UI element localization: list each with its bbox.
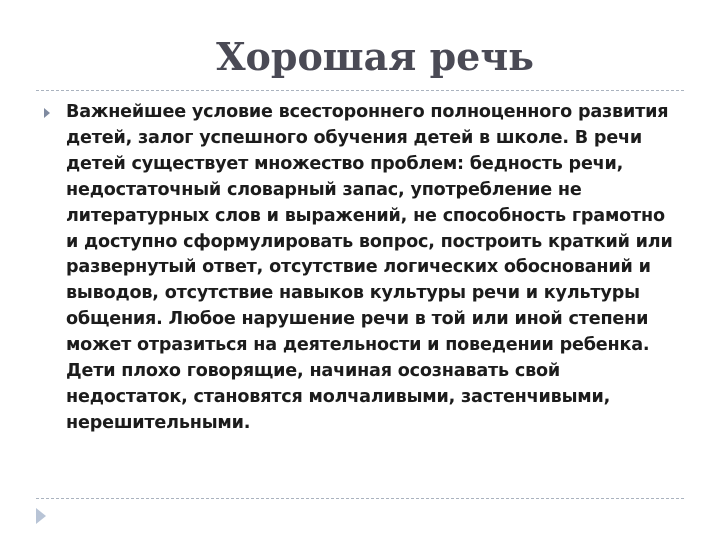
slide-title: Хорошая речь — [216, 34, 534, 79]
triangle-right-icon[interactable] — [36, 508, 46, 524]
bullet-text: Важнейшее условие всестороннего полноценного развития детей, залог успешного обучения детей в школе. В речи детей существует множество проблем: бедность речи, недостаточный словарный запас, употребление не литературных слов и выражений, не способность грамотно и доступно сформулировать вопрос, построить краткий или развернутый ответ, отсутствие логических обоснований и выводов, отсутствие навыков культуры речи и культуры общения. Любое нарушение речи в той или иной степени может отразиться на деятельности и поведении ребенка. Дети плохо говорящие, начиная осознавать свой недостаток, становятся молчаливыми, застенчивыми, нерешительными. — [66, 102, 673, 433]
triangle-bullet-icon — [44, 108, 50, 118]
title-divider — [36, 90, 684, 91]
footer-divider — [36, 498, 684, 499]
